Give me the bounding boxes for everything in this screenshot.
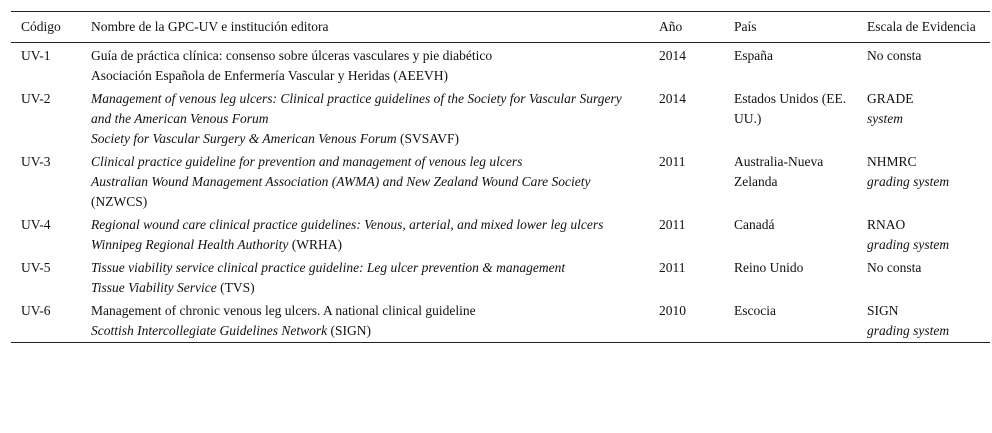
cell-code: UV-4 bbox=[21, 217, 51, 232]
scale-qualifier: grading system bbox=[867, 174, 950, 189]
institution-name: Scottish Intercollegiate Guidelines Network bbox=[91, 323, 328, 338]
institution-line bbox=[91, 321, 639, 341]
cell-year: 2011 bbox=[659, 260, 686, 275]
institution-abbreviation: (AEEVH) bbox=[393, 68, 448, 83]
cell-scale bbox=[857, 213, 990, 256]
cell-year: 2014 bbox=[659, 48, 686, 63]
scale-qualifier: grading system bbox=[867, 237, 950, 252]
scale-qualifier: system bbox=[867, 111, 903, 126]
table-row bbox=[11, 299, 990, 343]
cell-year: 2011 bbox=[659, 217, 686, 232]
institution-abbreviation: (TVS) bbox=[220, 280, 255, 295]
institution-line bbox=[91, 172, 639, 212]
institution-name: Winnipeg Regional Health Authority bbox=[91, 237, 289, 252]
cell-code: UV-1 bbox=[21, 48, 51, 63]
cell-country: España bbox=[734, 48, 773, 63]
table-row bbox=[11, 43, 990, 88]
cell-country: Reino Unido bbox=[734, 260, 804, 275]
institution-abbreviation: (SIGN) bbox=[330, 323, 371, 338]
table-header-row bbox=[11, 12, 990, 43]
cell-year: 2014 bbox=[659, 91, 686, 106]
guideline-title: Management of venous leg ulcers: Clinical practice guidelines of the Society for Vascular Surgery and the American Venous Forum bbox=[91, 91, 622, 126]
guideline-title: Management of chronic venous leg ulcers. A national clinical guideline bbox=[91, 303, 476, 318]
cell-name bbox=[81, 213, 649, 256]
header-country: País bbox=[734, 19, 757, 34]
table-row bbox=[11, 213, 990, 256]
institution-name: Asociación Española de Enfermería Vascular y Heridas bbox=[91, 68, 390, 83]
header-year: Año bbox=[659, 19, 683, 34]
scale-name: NHMRC bbox=[867, 154, 917, 169]
cell-name bbox=[81, 150, 649, 213]
cell-country: Australia-Nueva Zelanda bbox=[734, 154, 824, 189]
cell-scale bbox=[857, 299, 990, 343]
table-row bbox=[11, 256, 990, 299]
guideline-title: Regional wound care clinical practice guidelines: Venous, arterial, and mixed lower leg ulcers bbox=[91, 217, 604, 232]
guideline-title: Clinical practice guideline for prevention and management of venous leg ulcers bbox=[91, 154, 523, 169]
cell-country: Estados Unidos (EE. UU.) bbox=[734, 91, 847, 126]
scale-name: SIGN bbox=[867, 303, 899, 318]
table-row bbox=[11, 87, 990, 150]
table-row bbox=[11, 150, 990, 213]
header-code: Código bbox=[21, 19, 61, 34]
cell-name bbox=[81, 256, 649, 299]
header-scale: Escala de Evidencia bbox=[867, 19, 976, 34]
cell-country: Escocia bbox=[734, 303, 776, 318]
institution-abbreviation: (NZWCS) bbox=[91, 194, 148, 209]
institution-line bbox=[91, 235, 639, 255]
institution-abbreviation: (WRHA) bbox=[291, 237, 342, 252]
cell-scale bbox=[857, 150, 990, 213]
scale-qualifier: grading system bbox=[867, 323, 950, 338]
scale-name: RNAO bbox=[867, 217, 906, 232]
institution-abbreviation: (SVSAVF) bbox=[399, 131, 459, 146]
cell-year: 2010 bbox=[659, 303, 686, 318]
cell-name bbox=[81, 299, 649, 343]
gpc-uv-table bbox=[11, 11, 990, 343]
institution-line bbox=[91, 278, 639, 298]
cell-code: UV-3 bbox=[21, 154, 51, 169]
guideline-title: Guía de práctica clínica: consenso sobre úlceras vasculares y pie diabético bbox=[91, 48, 493, 63]
cell-code: UV-5 bbox=[21, 260, 51, 275]
cell-year: 2011 bbox=[659, 154, 686, 169]
institution-line bbox=[91, 66, 639, 86]
cell-scale bbox=[857, 87, 990, 150]
institution-name: Society for Vascular Surgery & American Venous Forum bbox=[91, 131, 397, 146]
cell-country: Canadá bbox=[734, 217, 775, 232]
scale-name: GRADE bbox=[867, 91, 914, 106]
institution-name: Australian Wound Management Association (AWMA) and New Zealand Wound Care Society bbox=[91, 174, 591, 189]
scale-name: No consta bbox=[867, 260, 922, 275]
cell-scale bbox=[857, 256, 990, 299]
scale-name: No consta bbox=[867, 48, 922, 63]
institution-line bbox=[91, 129, 639, 149]
guideline-title: Tissue viability service clinical practice guideline: Leg ulcer prevention & management bbox=[91, 260, 566, 275]
institution-name: Tissue Viability Service bbox=[91, 280, 217, 295]
header-name: Nombre de la GPC-UV e institución editora bbox=[91, 19, 329, 34]
cell-code: UV-2 bbox=[21, 91, 51, 106]
cell-code: UV-6 bbox=[21, 303, 51, 318]
cell-name bbox=[81, 87, 649, 150]
cell-scale bbox=[857, 43, 990, 88]
table-body bbox=[11, 43, 990, 343]
cell-name bbox=[81, 43, 649, 88]
